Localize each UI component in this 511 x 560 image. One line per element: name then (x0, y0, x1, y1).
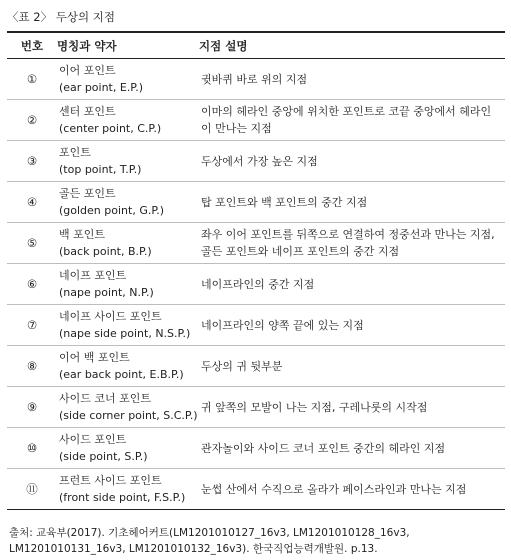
row-number: ③ (26, 153, 38, 168)
row-number: ⑦ (26, 317, 38, 332)
table-row (7, 387, 505, 428)
row-number: ⑩ (26, 440, 38, 455)
row-name (57, 264, 199, 305)
name-english: (top point, T.P.) (59, 163, 142, 176)
row-description: 귀 앞쪽의 모발이 나는 지점, 구레나룻의 시작점 (201, 400, 428, 414)
name-korean: 프런트 사이드 포인트 (59, 474, 162, 487)
name-english: (side corner point, S.C.P.) (59, 409, 198, 422)
table-row (7, 428, 505, 469)
row-number: ④ (26, 194, 38, 209)
table-row (7, 141, 505, 182)
row-name (57, 387, 199, 428)
row-description: 관자놀이와 사이드 코너 포인트 중간의 헤라인 지점 (201, 441, 446, 455)
name-korean: 이어 백 포인트 (59, 351, 130, 364)
row-name (57, 346, 199, 387)
row-description: 두상에서 가장 높은 지점 (201, 154, 318, 168)
name-english: (nape point, N.P.) (59, 286, 154, 299)
name-korean: 네이프 포인트 (59, 269, 127, 282)
row-number: ⑨ (26, 399, 38, 414)
table-caption: 〈표 2〉 두상의 지점 (7, 10, 115, 24)
name-korean: 백 포인트 (59, 228, 106, 241)
name-english: (side point, S.P.) (59, 450, 148, 463)
row-description: 이마의 헤라인 중앙에 위치한 포인트로 코끝 중앙에서 헤라인이 만나는 지점 (201, 105, 492, 135)
source-note: 출처: 교육부(2017). 기초헤어커트(LM1201010127_16v3, LM1201010128_16v3, LM1201010131_16v3, LM1201010132_16v3). 한국직업능력개발원. p.13. (9, 527, 410, 555)
name-english: (front side point, F.S.P.) (59, 491, 186, 504)
name-english: (back point, B.P.) (59, 245, 152, 258)
row-name (57, 469, 199, 510)
row-number: ② (26, 112, 38, 127)
points-table (7, 31, 505, 510)
name-english: (center point, C.P.) (59, 122, 162, 135)
table-row (7, 305, 505, 346)
table-row (7, 59, 505, 100)
row-name (57, 182, 199, 223)
row-number: ⑧ (26, 358, 38, 373)
name-korean: 사이드 코너 포인트 (59, 392, 152, 405)
table-row (7, 346, 505, 387)
table-header-row (7, 32, 505, 59)
name-korean: 이어 포인트 (59, 64, 116, 77)
name-korean: 사이드 포인트 (59, 433, 127, 446)
header-number: 번호 (20, 38, 44, 53)
row-description: 눈썹 산에서 수직으로 올라가 페이스라인과 만나는 지점 (201, 482, 467, 496)
row-description: 귓바퀴 바로 위의 지점 (201, 72, 308, 86)
table-row (7, 264, 505, 305)
name-korean: 센터 포인트 (59, 105, 116, 118)
name-english: (ear point, E.P.) (59, 81, 144, 94)
name-korean: 포인트 (59, 146, 91, 159)
row-name (57, 305, 199, 346)
row-name (57, 141, 199, 182)
table-row (7, 100, 505, 141)
table-row (7, 182, 505, 223)
row-description: 좌우 이어 포인트를 뒤쪽으로 연결하여 정중선과 만나는 지점, 골든 포인트와 네이프 포인트의 중간 지점 (201, 228, 495, 258)
row-name (57, 223, 199, 264)
table-row (7, 223, 505, 264)
row-name (57, 59, 199, 100)
name-korean: 골든 포인트 (59, 187, 116, 200)
table-row (7, 469, 505, 510)
name-english: (ear back point, E.B.P.) (59, 368, 184, 381)
header-description: 지점 설명 (199, 38, 248, 53)
name-korean: 네이프 사이드 포인트 (59, 310, 162, 323)
row-description: 탑 포인트와 백 포인트의 중간 지점 (201, 195, 368, 209)
name-english: (golden point, G.P.) (59, 204, 165, 217)
row-name (57, 100, 199, 141)
row-description: 네이프라인의 양쪽 끝에 있는 지점 (201, 318, 364, 332)
name-english: (nape side point, N.S.P.) (59, 327, 191, 340)
row-description: 두상의 귀 뒷부분 (201, 359, 283, 373)
header-name: 명칭과 약자 (57, 38, 117, 53)
row-number: ⑪ (26, 481, 38, 496)
row-number: ① (26, 71, 38, 86)
row-description: 네이프라인의 중간 지점 (201, 277, 315, 291)
row-number: ⑥ (26, 276, 38, 291)
row-name (57, 428, 199, 469)
table-body (7, 59, 505, 510)
row-number: ⑤ (26, 235, 38, 250)
